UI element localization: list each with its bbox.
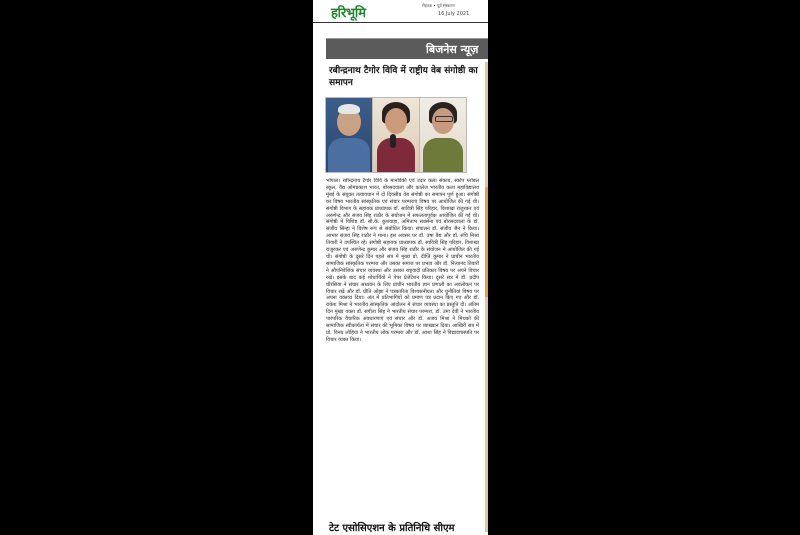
speaker-photo-3 bbox=[419, 97, 467, 173]
section-title: बिजनेस न्यूज़ bbox=[426, 43, 479, 56]
newspaper-logo: हरिभूमि bbox=[331, 6, 366, 21]
newspaper-page bbox=[313, 0, 488, 535]
next-article-headline: टेट एसोसिएशन के प्रतिनिधि सीएम bbox=[329, 523, 455, 534]
masthead bbox=[313, 0, 488, 23]
article-headline: रबीन्द्रनाथ टैगोर विवि में राष्ट्रीय वेब संगोष्ठी का समापन bbox=[329, 66, 478, 88]
speaker-photo-1 bbox=[325, 97, 373, 173]
edition-label: रोहतक • पूर्व संस्करण bbox=[422, 3, 455, 8]
adjacent-ad-strip bbox=[485, 187, 488, 297]
section-header bbox=[326, 38, 488, 59]
article-body bbox=[326, 178, 479, 518]
speaker-photo-2 bbox=[372, 97, 420, 173]
adjacent-column-edge bbox=[485, 62, 488, 532]
article-body-text: भोपाल। रबीन्द्रनाथ टैगोर विवि के मानविकी एवं उदार कला संकाय, स्कोप ग्लोबल स्कूल, वैद्य ओमप्रकाश भारत, बोरसदवाला और कालेज भारतीय कला महाविद्यालय मुंबई के संयुक्त तत्वावधान में दो दिवसीय वेब संगोष्ठी का समापन पूर्ण हुआ। संगोष्ठी का विषय भारतीय सांस्कृतिक एवं संचार परम्पराएं विषय पर आयोजित की गई थी। संगोष्ठी विभाग के सहायक प्राध्यापक डॉ. सावित्री सिंह परिहार, विशाखा राजुरकर एवं अरुणेन्द्र और संजय सिंह राठौर के संयोजन में सफलतापूर्वक आयोजित की गई थी। संगोष्ठी में विशिष्ट डॉ. सी.के. कुशवाहा, अमिताभ सक्सेना एवं बोरसदवाला के डॉ. संजीव सिन्हा ने विशेष रूप से संबोधित किया। संचालन डॉ. संजीव जैन ने किया। आभार संजय सिंह राठौर ने माना। इस अवसर पर डॉ. उषा वैद्य और डॉ. रुचि मिश्रा तिवारी ने उपस्थित रहे। संगोष्ठी सहायक प्राध्यापक डॉ. सावित्री सिंह परिहार, विशाखा राजुरकर एवं अरुणेन्द्र कुमार और संजय सिंह राठौर के संयोजन में आयोजित की गई थी। संगोष्ठी के दूसरे दिन पहले सत्र में मुख्य प्रो. दीप्ति कुमार ने प्राचीन भारतीय सामाजिक सांस्कृतिक परम्परा और उसका समाज पर प्रभाव और डॉ. नित्यानंद तिवारी ने औपनिवेशिक संचार व्यवस्था और उसका राष्ट्रवादी प्रतिकार विषय पर अपने विचार रखे। इसके बाद कई शोधार्थियों ने पेपर प्रेजेंटेशन किया। दूसरे सत्र में डॉ. प्रदीप चौरसिया ने संचार अध्ययन के लिए प्राचीन भारतीय ज्ञान प्रणाली का अवलोकन पर विचार रखे और डॉ. प्रीति ओझा ने पत्रकारिता विश्वसनीयता और चुनौतियां विषय पर अपना वक्तव्य दिया। अंत में प्रतिभागियों को प्रमाण पत्र प्रदान किए गए और डॉ. राकेश मिश्रा ने भारतीय सांस्कृतिक आंदोलन में संचार व्यवस्था का प्रस्तुति दी। अंतिम दिन मुख्य वक्ता डॉ. संगीता सिंह ने भारतीय संचार परम्परा, डॉ. उमा देवी ने भारतीय पारंपरिक वैचारिक अवधारणाएं एवं संचार और डॉ. अजय मिश्रा ने मिथकों की सामाजिक स्वीकार्यता में संचार की भूमिका विषय पर व्याख्यान दिया। आखिरी सत्र में प्रो. विनय लोहिया ने भारतीय लोक परम्परा और डॉ. आशा सिंह ने विद्यावाचस्पति पर विचार व्यक्त किया। bbox=[326, 178, 479, 343]
issue-date: 16 July 2021 bbox=[438, 11, 470, 17]
